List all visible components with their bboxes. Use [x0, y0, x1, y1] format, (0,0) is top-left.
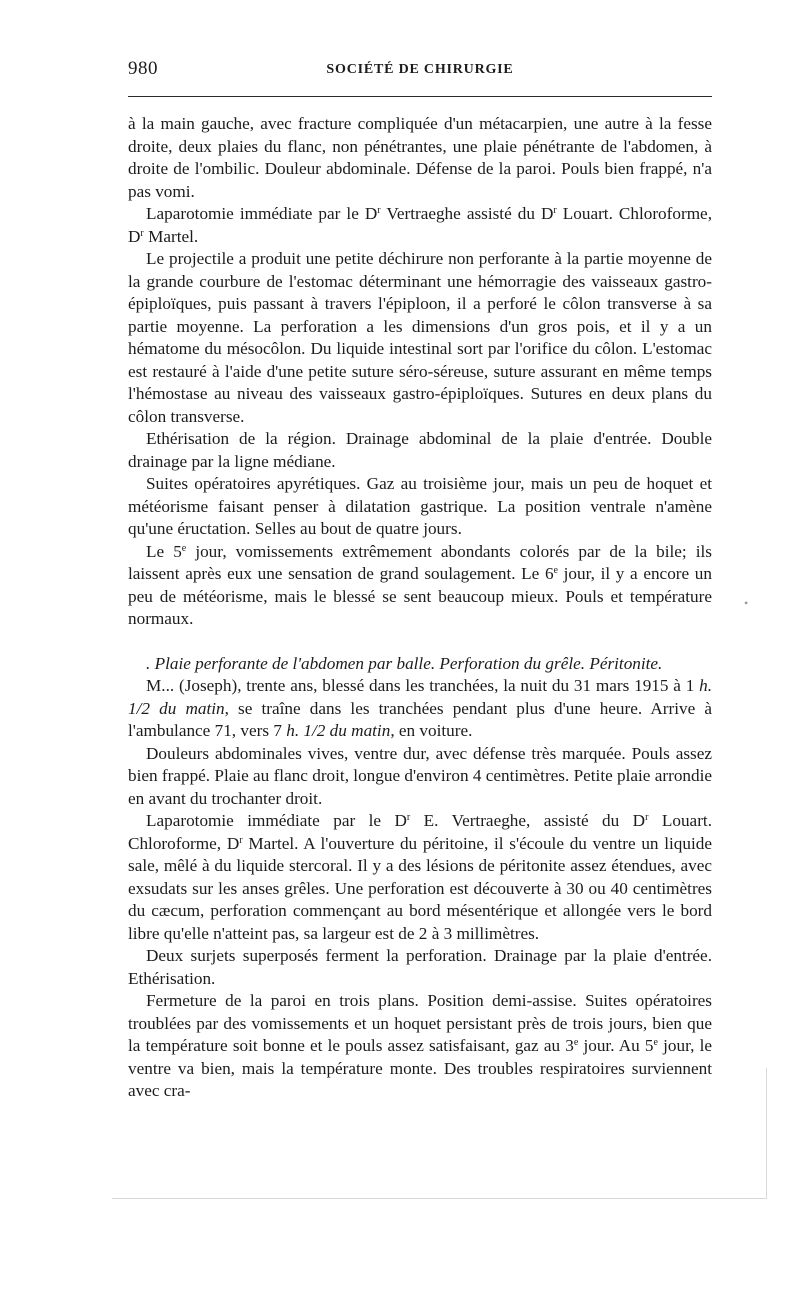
margin-speck: •: [744, 596, 749, 610]
superscript: r: [553, 205, 557, 216]
case2-paragraph-5: [128, 990, 712, 1103]
text-run: Louart. Chloroforme, D: [128, 811, 712, 853]
italic-time: h. 1/2 du matin: [128, 676, 712, 718]
case2-paragraph-1: [128, 675, 712, 743]
page-header: [128, 58, 712, 84]
superscript: e: [653, 1037, 658, 1048]
superscript: r: [645, 812, 649, 823]
body-text: [128, 113, 712, 1103]
scan-frame-line: [766, 1068, 767, 1198]
italic-time: h. 1/2 du matin: [286, 721, 391, 740]
superscript: r: [377, 205, 381, 216]
text-run: jour, le ventre va bien, mais la température monte. Des troubles respiratoires surviennent avec cra-: [128, 1036, 712, 1100]
case1-paragraph-5: Suites opératoires apyrétiques. Gaz au troisième jour, mais un peu de hoquet et météorisme faisant penser à dilatation gastrique. La position ventrale n'amène qu'une éructation. Selles au bout de quatre jours.: [128, 474, 712, 538]
case1-paragraph-4: Ethérisation de la région. Drainage abdominal de la plaie d'entrée. Double drainage par la ligne médiane.: [128, 429, 712, 471]
superscript: r: [239, 834, 243, 846]
case1-paragraph-6: [128, 541, 712, 631]
running-title: SOCIÉTÉ DE CHIRURGIE: [326, 62, 514, 77]
case2-paragraph-3: [128, 810, 712, 945]
case1-paragraph-2: [128, 203, 712, 248]
text-run: Vertraeghe assisté du D: [380, 204, 554, 223]
text-run: jour, vomissements extrêmement abondants colorés par de la bile; ils laissent après eux une sensation de grand soulagement. Le 6: [128, 541, 712, 583]
text-run: Martel.: [143, 226, 199, 246]
text-run: Le 5: [146, 541, 182, 561]
case2-paragraph-2: Douleurs abdominales vives, ventre dur, avec défense très marquée. Pouls assez bien frappé. Plaie au flanc droit, longue d'environ 4 centimètres. Petite plaie arrondie en avant du trochanter droit.: [128, 743, 712, 808]
superscript: r: [406, 812, 411, 823]
case2-title: . Plaie perforante de l'abdomen par balle. Perforation du grêle. Péritonite.: [146, 653, 663, 673]
text-run: Laparotomie immédiate par le D: [146, 204, 378, 223]
case2-paragraph-4: Deux surjets superposés ferment la perforation. Drainage par la plaie d'entrée. Ethérisation.: [128, 946, 712, 988]
text-run: Louart. Chloroforme, D: [128, 204, 712, 246]
superscript: e: [573, 1037, 579, 1048]
superscript: r: [140, 227, 144, 239]
text-run: E. Vertraeghe, assisté du D: [410, 811, 646, 830]
text-run: jour. Au 5: [578, 1036, 654, 1055]
scan-frame-line: [112, 1198, 767, 1199]
case1-paragraph-1: à la main gauche, avec fracture compliquée d'un métacarpien, une autre à la fesse droite, deux plaies du flanc, non pénétrantes, une plaie pénétrante de l'abdomen, à droite de l'ombilic. Douleur abdominale. Défense de la paroi. Pouls bien frappé, n'a pas vomi.: [128, 114, 712, 201]
header-rule: [128, 96, 712, 97]
case1-paragraph-3: Le projectile a produit une petite déchirure non perforante à la partie moyenne de la grande courbure de l'estomac déterminant une hémorragie des vaisseaux gastro-épiploïques, puis passant à travers l'épiploon, il a perforé le côlon transverse à sa partie moyenne. La perforation a les dimensions d'un gros pois, et il y a un hématome du mésocôlon. Du liquide intestinal sort par l'orifice du côlon. L'estomac est restauré à l'aide d'une petite suture séro-séreuse, suture assurant en même temps l'hémostase au niveau des vaisseaux gastro-épiploïques. Sutures en deux plans du côlon transverse.: [128, 249, 712, 426]
text-run: , se traîne dans les tranchées pendant plus d'une heure. Arrive à l'ambulance 71, vers 7: [128, 698, 712, 740]
text-run: Fermeture de la paroi en trois plans. Position demi-assise. Suites opératoires troublées par des vomissements et un hoquet persistant près de trois jours, bien que la température soit bonne et le pouls assez satisfaisant, gaz au 3: [128, 991, 712, 1055]
page-number: 980: [128, 58, 158, 79]
text-run: Martel. A l'ouverture du péritoine, il s'écoule du ventre un liquide sale, mêlé à du liquide stercoral. Il y a des lésions de péritonite assez étendues, avec exsudats sur les anses grêles. Une perforation est découverte à 30 ou 40 centimètres du cæcum, perforation commençant au bord mésentérique et allongée vers le bord libre qu'elle n'atteint pas, sa largeur est de 2 à 3 millimètres.: [128, 833, 712, 943]
text-run: M... (Joseph), trente ans, blessé dans les tranchées, la nuit du 31 mars 1915 à 1: [146, 676, 700, 695]
superscript: e: [181, 542, 187, 554]
text-run: jour, il y a encore un peu de météorisme, mais le blessé se sent beaucoup mieux. Pouls et température normaux.: [128, 564, 712, 628]
superscript: e: [553, 565, 558, 576]
text-run: , en voiture.: [390, 721, 473, 740]
text-run: Laparotomie immédiate par le D: [146, 811, 407, 830]
